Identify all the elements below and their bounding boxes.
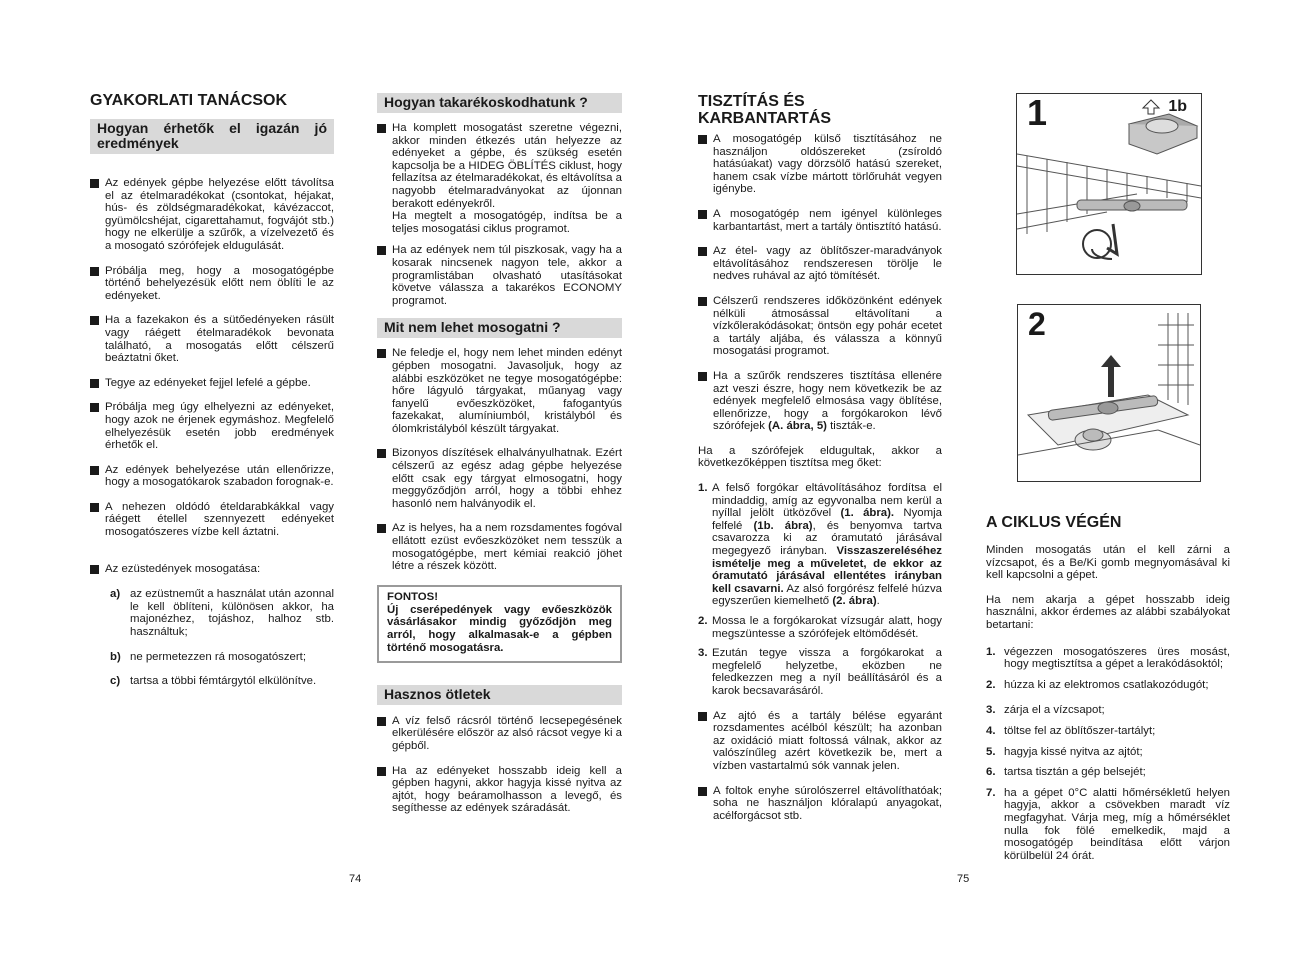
step-number: 1. xyxy=(698,482,708,495)
cleaning-bullet: Az étel- vagy az öblítőszer-maradványok eltávolításához rendszeresen törölje le nedves ruhával az ajtó tömítését. xyxy=(698,245,942,283)
save-bullet: Ha az edények nem túl piszkosak, vagy ha a kosarak nincsenek nagyon tele, akkor a programlistában olvasható utasításokat követve válassza a takarékos ECONOMY programot. xyxy=(377,244,622,307)
nozzle-intro: Ha a szórófejek eldugultak, akkor a következőképpen tisztítsa meg őket: xyxy=(698,444,942,470)
step-text: A felső forgókar eltávolításához fordítsa el mindaddig, amíg az egyvonalba nem kerül a nyíllal jelölt ütközővel xyxy=(712,482,942,520)
step-number: 5. xyxy=(986,745,996,758)
storage-step xyxy=(986,725,1230,738)
step-number: 2. xyxy=(986,678,996,691)
figure-2-label: 2 xyxy=(1028,306,1046,342)
useful-tip-bullet: A víz felső rácsról történő lecsepegésének elkerülésére először az alsó rácsot vegye ki a gépből. xyxy=(377,715,622,753)
tip-bullet: Ha a fazekakon és a sütőedényeken rásült vagy ráégett ételmaradékok bevonata található, a mosogatás előtt célszerű beáztatni őket. xyxy=(90,314,334,364)
col-end-of-cycle xyxy=(986,514,1230,862)
step-text: hagyja kissé nyitva az ajtót; xyxy=(1004,745,1143,758)
silver-item xyxy=(110,588,334,638)
step-text: , és benyomva tartva csavarozza ki az óramutató járásával megegyező irányban. xyxy=(712,519,942,558)
step-text: Az alsó forgórész felfelé húzva egyszerűen kiemelhető xyxy=(712,582,942,608)
step-text: Nyomja felfelé xyxy=(712,507,942,532)
step-text: Ezután tegye vissza a forgókarokat a megfelelő helyzetbe, eközben ne feledkezzen meg a nyíl beállításáról és a karok becsavarásáról. xyxy=(712,647,942,697)
storage-step xyxy=(986,746,1230,759)
silver-item-letter: c) xyxy=(110,675,121,688)
step-bold-text: Visszaszereléséhez ismételje meg a műveletet, de ekkor az óramutató járásával ellentétes irányban kell csavarni. xyxy=(712,545,942,595)
figure-ref: (2. ábra) xyxy=(832,595,877,608)
steel-bullet: Az ajtó és a tartály bélése egyaránt rozsdamentes acélból készült; ha azonban az oxidáció miatt foltossá válnak, akkor az valószínűleg azért következik be, mert a vízben vastartalmú sók vannak jelen. xyxy=(698,710,942,773)
heading-useful-tips: Hasznos ötletek xyxy=(377,685,622,705)
tip-bullet: Az edények gépbe helyezése előtt távolítsa el az ételmaradékokat (csontokat, héjakat, hús- és zöldségmaradékokat, kávézaccot, gyümölcshéjat, cigarettahamut, fogvájót stb.) hogy ne elkerülje a szűrők, a vízelvezető és a mosogató szórófejek eldugulását. xyxy=(90,177,334,253)
storage-step xyxy=(986,679,1230,692)
nowash-bullet: Ne feledje el, hogy nem lehet minden edényt gépben mosogatni. Javasoljuk, hogy az alábbi eszközöket ne tegye mosogatógépbe: hőre lágyuló tárgyakat, műanyag vagy fanyelű evőeszközöket, fafogantyús fazekakat, alumíniumból, kristályból és ólomkristályból készült tárgyakat. xyxy=(377,347,622,435)
save-bullet xyxy=(377,122,622,235)
heading-how-to-save: Hogyan takarékoskodhatunk ? xyxy=(377,93,622,113)
step-number: 2. xyxy=(698,615,708,627)
save-bullet-extra: Ha megtelt a mosogatógép, indítsa be a teljes mosogatási ciklus programot. xyxy=(392,210,622,235)
useful-tip-bullet: Ha az edényeket hosszabb ideig kell a gépben hagyni, akkor hagyja kissé nyitva az ajtót, hogy beáramolhasson a levegő, és segíthesse az edények száradását. xyxy=(377,765,622,815)
step-text: ha a gépet 0°C alatti hőmérsékletű helyen hagyja, akkor a csövekben maradt víz megfagyhat. Várja meg, míg a hőmérséklet nulla fok fölé emelkedik, majd a mosogatógép beindítása előtt várjon körülbelül 24 órát. xyxy=(1004,786,1230,862)
figure-1-label: 1 xyxy=(1027,92,1048,133)
tip-bullet: Az edények behelyezése után ellenőrizze, hogy a mosogatókarok szabadon forognak-e. xyxy=(90,464,334,489)
cleaning-bullet-text: Ha a szűrők rendszeres tisztítása ellenére azt veszi észre, hogy nem következik be az edények megfelelő elmosása vagy öblítése, ellenőrizze, hogy a forgókarokon lévő szórófejek xyxy=(713,369,942,433)
tip-bullet: Próbálja meg, hogy a mosogatógépbe történő behelyezésük előtt nem öblíti le az edényeket. xyxy=(90,265,334,303)
important-notice-title: FONTOS! xyxy=(387,590,439,603)
cleaning-bullet: A mosogatógép külső tisztításához ne használjon oldószereket (zsíroldó hatásúakat) vagy dörzsölő hatású szereket, hanem csak vízbe mártott törlőruhát vegyen igénybe. xyxy=(698,133,942,196)
section-title-cleaning: TISZTÍTÁS ÉS KARBANTARTÁS xyxy=(698,93,832,127)
figure-ref: (A. ábra, 5) xyxy=(768,420,827,433)
important-notice-text: Új cserépedények vagy evőeszközök vásárlásakor mindig győződjön meg arról, hogy alkalmasak-e a gépben történő mosogatásra. xyxy=(387,603,612,654)
page-number-left: 74 xyxy=(349,873,362,885)
storage-step xyxy=(986,787,1230,863)
cleaning-bullet xyxy=(698,370,942,433)
nozzle-step xyxy=(698,482,942,608)
heading-not-washable: Mit nem lehet mosogatni ? xyxy=(377,318,622,338)
step-text: . xyxy=(876,595,880,608)
cleaning-bullet: A mosogatógép nem igényel különleges karbantartást, mert a tartály öntisztító hatású. xyxy=(698,208,942,233)
nozzle-step xyxy=(698,615,942,640)
col-practical-tips xyxy=(90,92,334,688)
important-notice-box xyxy=(377,585,622,663)
save-bullet-text: Ha komplett mosogatást szeretne végezni, akkor minden étkezés után helyezze az edényeket a gépbe, és szükség esetén kapcsolja be a HIDEG ÖBLÍTÉS ciklust, hogy fellazítsa az ételmaradékokat, és eltávolítsa a nagyobb ételmaradványokat az újonnan berakott edényekről. xyxy=(392,122,622,210)
step-number: 3. xyxy=(698,647,708,660)
tip-bullet: Próbálja meg úgy elhelyezni az edényeket, hogy azok ne érjenek egymáshoz. Megfelelő elhelyezésük esetén jobb eredmények érhetők el. xyxy=(90,401,334,451)
silver-item-text: az ezüstneműt a használat után azonnal le kell öblíteni, különösen akkor, ha majonézhez, tojáshoz, halhoz stb. használtuk; xyxy=(130,588,334,639)
silver-item xyxy=(110,675,334,688)
step-text: zárja el a vízcsapot; xyxy=(1004,704,1105,717)
nozzle-step xyxy=(698,647,942,697)
section-title-practical-tips: GYAKORLATI TANÁCSOK xyxy=(90,92,288,109)
silver-item-letter: a) xyxy=(110,588,121,601)
tip-bullet: A nehezen oldódó ételdarabkákkal vagy ráégett étellel szennyezett edényeket mosogatószeres vízbe kell áztatni. xyxy=(90,501,334,539)
page-number-right: 75 xyxy=(957,873,970,885)
silver-item-letter: b) xyxy=(110,650,121,663)
storage-step xyxy=(986,766,1230,779)
subheading-good-results: Hogyan érhetők el igazán jó eredmények xyxy=(90,119,334,154)
step-text: végezzen mosogatószeres üres mosást, hogy megtisztítsa a gépet a lerakódásoktól; xyxy=(1004,645,1230,671)
tip-bullet: Tegye az edényeket fejjel lefelé a gépbe. xyxy=(90,377,334,390)
step-number: 1. xyxy=(986,645,996,658)
storage-step xyxy=(986,704,1230,717)
figure-ref: (1. ábra). xyxy=(840,507,895,520)
step-text: tartsa tisztán a gép belsejét; xyxy=(1004,766,1146,779)
nowash-bullet: Bizonyos díszítések elhalványulhatnak. Ezért célszerű az egész adag gépbe helyezése előtt csak egy tárgyat elmosogatni, hogy meggyőződjön arról, hogy a többi ehhez hasonló nem halványodik el. xyxy=(377,447,622,510)
figure-1-upper-spray-arm xyxy=(1016,93,1202,275)
section-title-end-of-cycle: A CIKLUS VÉGÉN xyxy=(986,514,1122,531)
cleaning-bullet-end: tiszták-e. xyxy=(830,420,876,433)
end-cycle-paragraph: Minden mosogatás után el kell zárni a vízcsapot, és a Be/Ki gomb megnyomásával ki kell kapcsolni a gépet. xyxy=(986,544,1230,582)
step-number: 4. xyxy=(986,724,996,737)
step-number: 7. xyxy=(986,786,996,799)
step-number: 3. xyxy=(986,704,996,717)
silver-item-text: tartsa a többi fémtárgytól elkülönítve. xyxy=(130,675,317,688)
silver-item-text: ne permetezzen rá mosogatószert; xyxy=(130,650,307,663)
col-cleaning xyxy=(698,93,942,822)
nowash-bullet: Az is helyes, ha a nem rozsdamentes fogóval ellátott ezüst evőeszközöket nem tesszük a mosogatógépbe, mert kémiai reakció jöhet létre a részek között. xyxy=(377,522,622,572)
storage-step xyxy=(986,646,1230,671)
end-cycle-paragraph: Ha nem akarja a gépet hosszabb ideig használni, akkor érdemes az alábbi szabályokat betartani: xyxy=(986,593,1230,631)
step-text: húzza ki az elektromos csatlakozódugót; xyxy=(1004,678,1209,691)
tip-bullet: Az ezüstedények mosogatása: xyxy=(90,563,334,576)
figure-ref: (1b. ábra) xyxy=(753,519,813,532)
step-text: Mossa le a forgókarokat vízsugár alatt, hogy megszüntesse a szórófejek eltömődését. xyxy=(712,615,942,640)
silver-item xyxy=(110,651,334,664)
step-text: töltse fel az öblítőszer-tartályt; xyxy=(1004,724,1156,737)
figure-1b-label: 1b xyxy=(1168,98,1187,115)
figure-2-lower-spray-arm xyxy=(1017,304,1201,482)
cleaning-bullet: Célszerű rendszeres időközönként edények nélküli átmosással eltávolítani a vízkőlerakódásokat; öntsön egy pohár ecetet a tartály aljába, és válassza a könnyű mosogatási programot. xyxy=(698,295,942,358)
col-saving-tips xyxy=(377,93,622,815)
steel-bullet: A foltok enyhe súrolószerrel eltávolíthatóak; soha ne használjon klóralapú anyagokat, acélforgácsot stb. xyxy=(698,785,942,823)
step-number: 6. xyxy=(986,766,996,779)
